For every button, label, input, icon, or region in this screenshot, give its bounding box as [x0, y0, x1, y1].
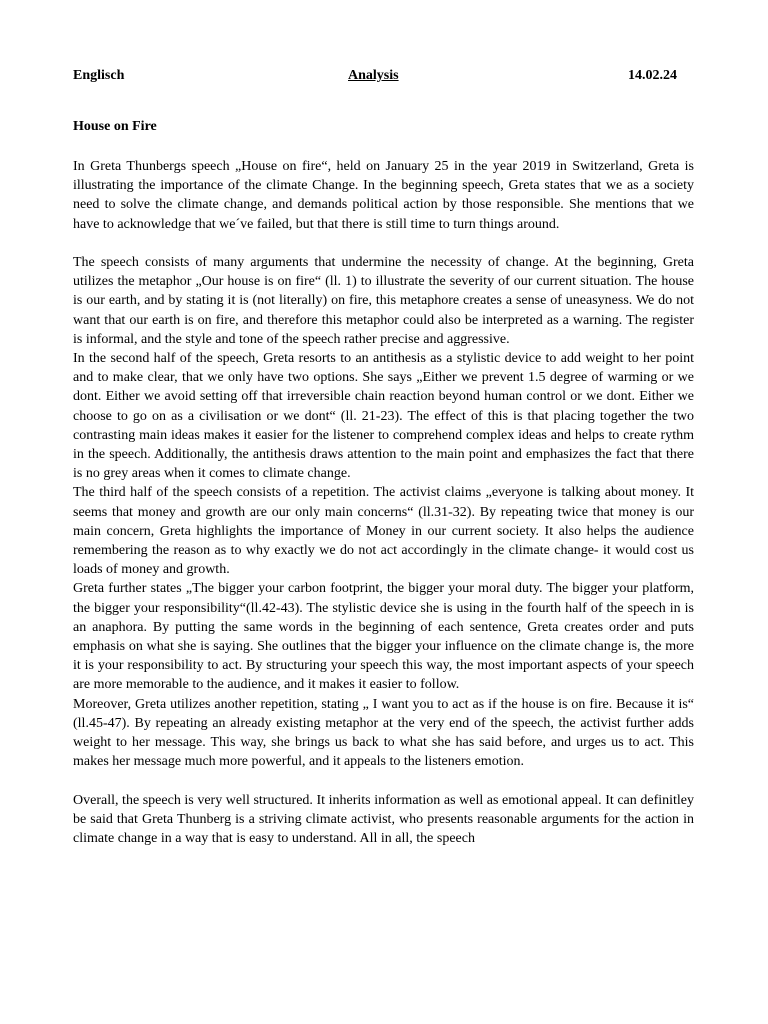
paragraph-repetition: The third half of the speech consists of a repetition. The activist claims „everyone is talking about money. It seems that money and growth are our only main concerns“ (ll.31-32). By repeating twice that money is our main concern, Greta highlights the importance of Money in our current society. It also helps the audience remembering the reason as to why exactly we do not act accordingly in the climate change- it would cost us loads of money and growth. [73, 485, 694, 578]
document-header [73, 68, 695, 88]
essay-body [73, 157, 694, 848]
paragraph-anaphora: Greta further states „The bigger your carbon footprint, the bigger your moral duty. The bigger your platform, the bigger your responsibility“(ll.42-43). The stylistic device she is using in the fourth half of the speech in is an anaphora. By putting the same words in the beginning of each sentence, Greta creates order and puts emphasis on what she is saying. She outlines that the bigger your influence on the climate change is, the more it is your responsibility to act. By structuring your speech this way, the most important aspects of your speech are more memorable to the audience, and it makes it easier to follow. [73, 581, 694, 693]
essay-title: House on Fire [73, 119, 157, 134]
paragraph-metaphor: The speech consists of many arguments that undermine the necessity of change. At the beginning, Greta utilizes the metaphor „Our house is on fire“ (ll. 1) to illustrate the severity of our current situation. The house is our earth, and by stating it is (not literally) on fire, this metaphore creates a sense of uneasyness. We do not want that our earth is on fire, and therefore this metaphor could also be interpreted as a warning. The register is informal, and the style and tone of the speech rather precise and aggressive. [73, 255, 694, 347]
paragraph-antithesis: In the second half of the speech, Greta resorts to an antithesis as a stylistic device to add weight to her point and to make clear, that we only have two options. She says „Either we prevent 1.5 degree of warming or we dont. Either we avoid setting off that irreversible chain reaction beyond human control or we dont. Either we choose to go on as a civilisation or we dont“ (ll. 21-23). The effect of this is that placing together the two contrasting main ideas makes it easier for the listener to comprehend complex ideas and helps to create rythm in the speech. Additionally, the antithesis draws attention to the main point and emphasizes the fact that there is no grey areas when it comes to climate change. [73, 351, 694, 482]
paragraph-second-repetition: Moreover, Greta utilizes another repetition, stating „ I want you to act as if the house is on fire. Because it is“ (ll.45-47). By repeating an already existing metaphor at the very end of the speech, the activist further adds weight to her message. This way, she brings us back to what she has said before, and urges us to act. This makes her message much more powerful, and it appeals to the listeners emotion. [73, 696, 694, 770]
paragraph-introduction: In Greta Thunbergs speech „House on fire“, held on January 25 in the year 2019 in Switzerland, Greta is illustrating the importance of the climate Change. In the beginning speech, Greta states that we as a society need to solve the climate change, and demands political action by those responsible. She mentions that we have to acknowledge that we´ve failed, but that there is still time to turn things around. [73, 159, 694, 232]
date-label: 14.02.24 [628, 68, 677, 83]
subject-label: Englisch [73, 68, 125, 83]
document-type-heading: Analysis [348, 68, 399, 83]
paragraph-conclusion: Overall, the speech is very well structured. It inherits information as well as emotional appeal. It can definitley be said that Greta Thunberg is a striving climate activist, who presents reasonable arguments for the action in climate change in a way that is easy to understand. All in all, the speech [73, 792, 694, 847]
